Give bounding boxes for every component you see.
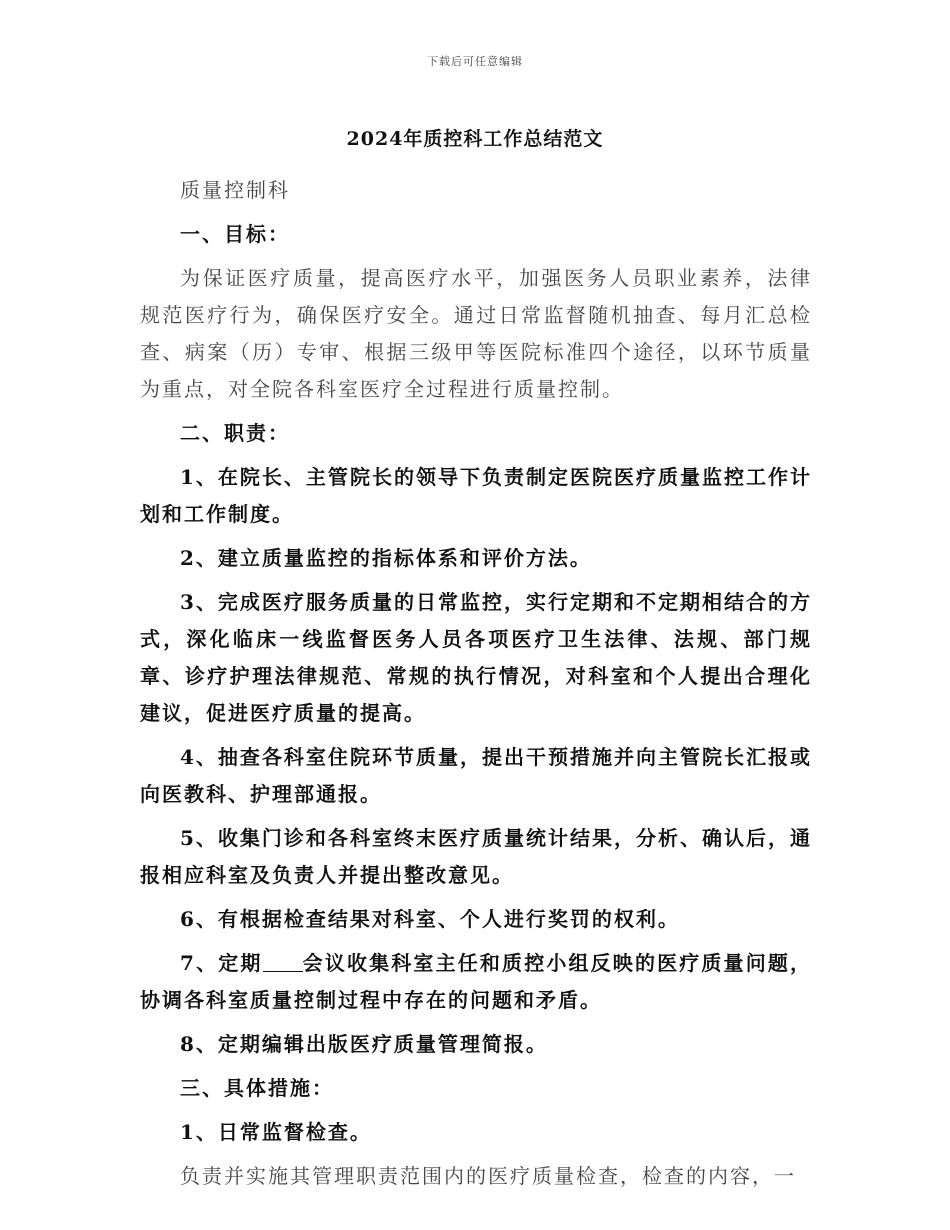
duty-item-5: 5、收集门诊和各科室终末医疗质量统计结果，分析、确认后，通报相应科室及负责人并提出整改意见。 (140, 826, 812, 887)
document-body (140, 172, 812, 1195)
duty-item-6: 6、有根据检查结果对科室、个人进行奖罚的权利。 (180, 907, 680, 931)
duty-item-1: 1、在院长、主管院长的领导下负责制定医院医疗质量监控工作计划和工作制度。 (140, 465, 812, 526)
duty-item-8: 8、定期编辑出版医疗质量管理简报。 (180, 1032, 548, 1056)
duty-item-4: 4、抽查各科室住院环节质量，提出干预措施并向主管院长汇报或向医教科、护理部通报。 (140, 745, 812, 806)
measure1-paragraph: 负责并实施其管理职责范围内的医疗质量检查，检查的内容，一 (180, 1164, 796, 1188)
duty7-prefix: 7、定期 (180, 951, 263, 975)
duty-item-7 (140, 945, 812, 1019)
duty-item-2: 2、建立质量监控的指标体系和评价方法。 (180, 546, 592, 570)
duty-item-3: 3、完成医疗服务质量的日常监控，实行定期和不定期相结合的方式，深化临床一线监督医务人员各项医疗卫生法律、法规、部门规章、诊疗护理法律规范、常规的执行情况，对科室和个人提出合理化建议，促进医疗质量的提高。 (140, 590, 812, 725)
section1-paragraph: 为保证医疗质量，提高医疗水平，加强医务人员职业素养，法律规范医疗行为，确保医疗安全。通过日常监督随机抽查、每月汇总检查、病案（历）专审、根据三级甲等医院标准四个途径，以环节质量为重点，对全院各科室医疗全过程进行质量控制。 (140, 266, 812, 401)
header-note: 下载后可任意编辑 (427, 55, 523, 68)
fill-in-blank (263, 951, 303, 972)
duty7-suffix: 会议收集科室主任和质控小组反映的医疗质量问题，协调各科室质量控制过程中存在的问题和矛盾。 (140, 951, 813, 1012)
section1-heading: 一、目标： (180, 222, 290, 246)
document-title: 2024年质控科工作总结范文 (346, 128, 604, 150)
measure1-heading: 1、日常监督检查。 (180, 1120, 372, 1144)
section2-heading: 二、职责： (180, 421, 290, 445)
section3-heading: 三、具体措施： (180, 1076, 334, 1100)
department-label: 质量控制科 (180, 178, 290, 202)
